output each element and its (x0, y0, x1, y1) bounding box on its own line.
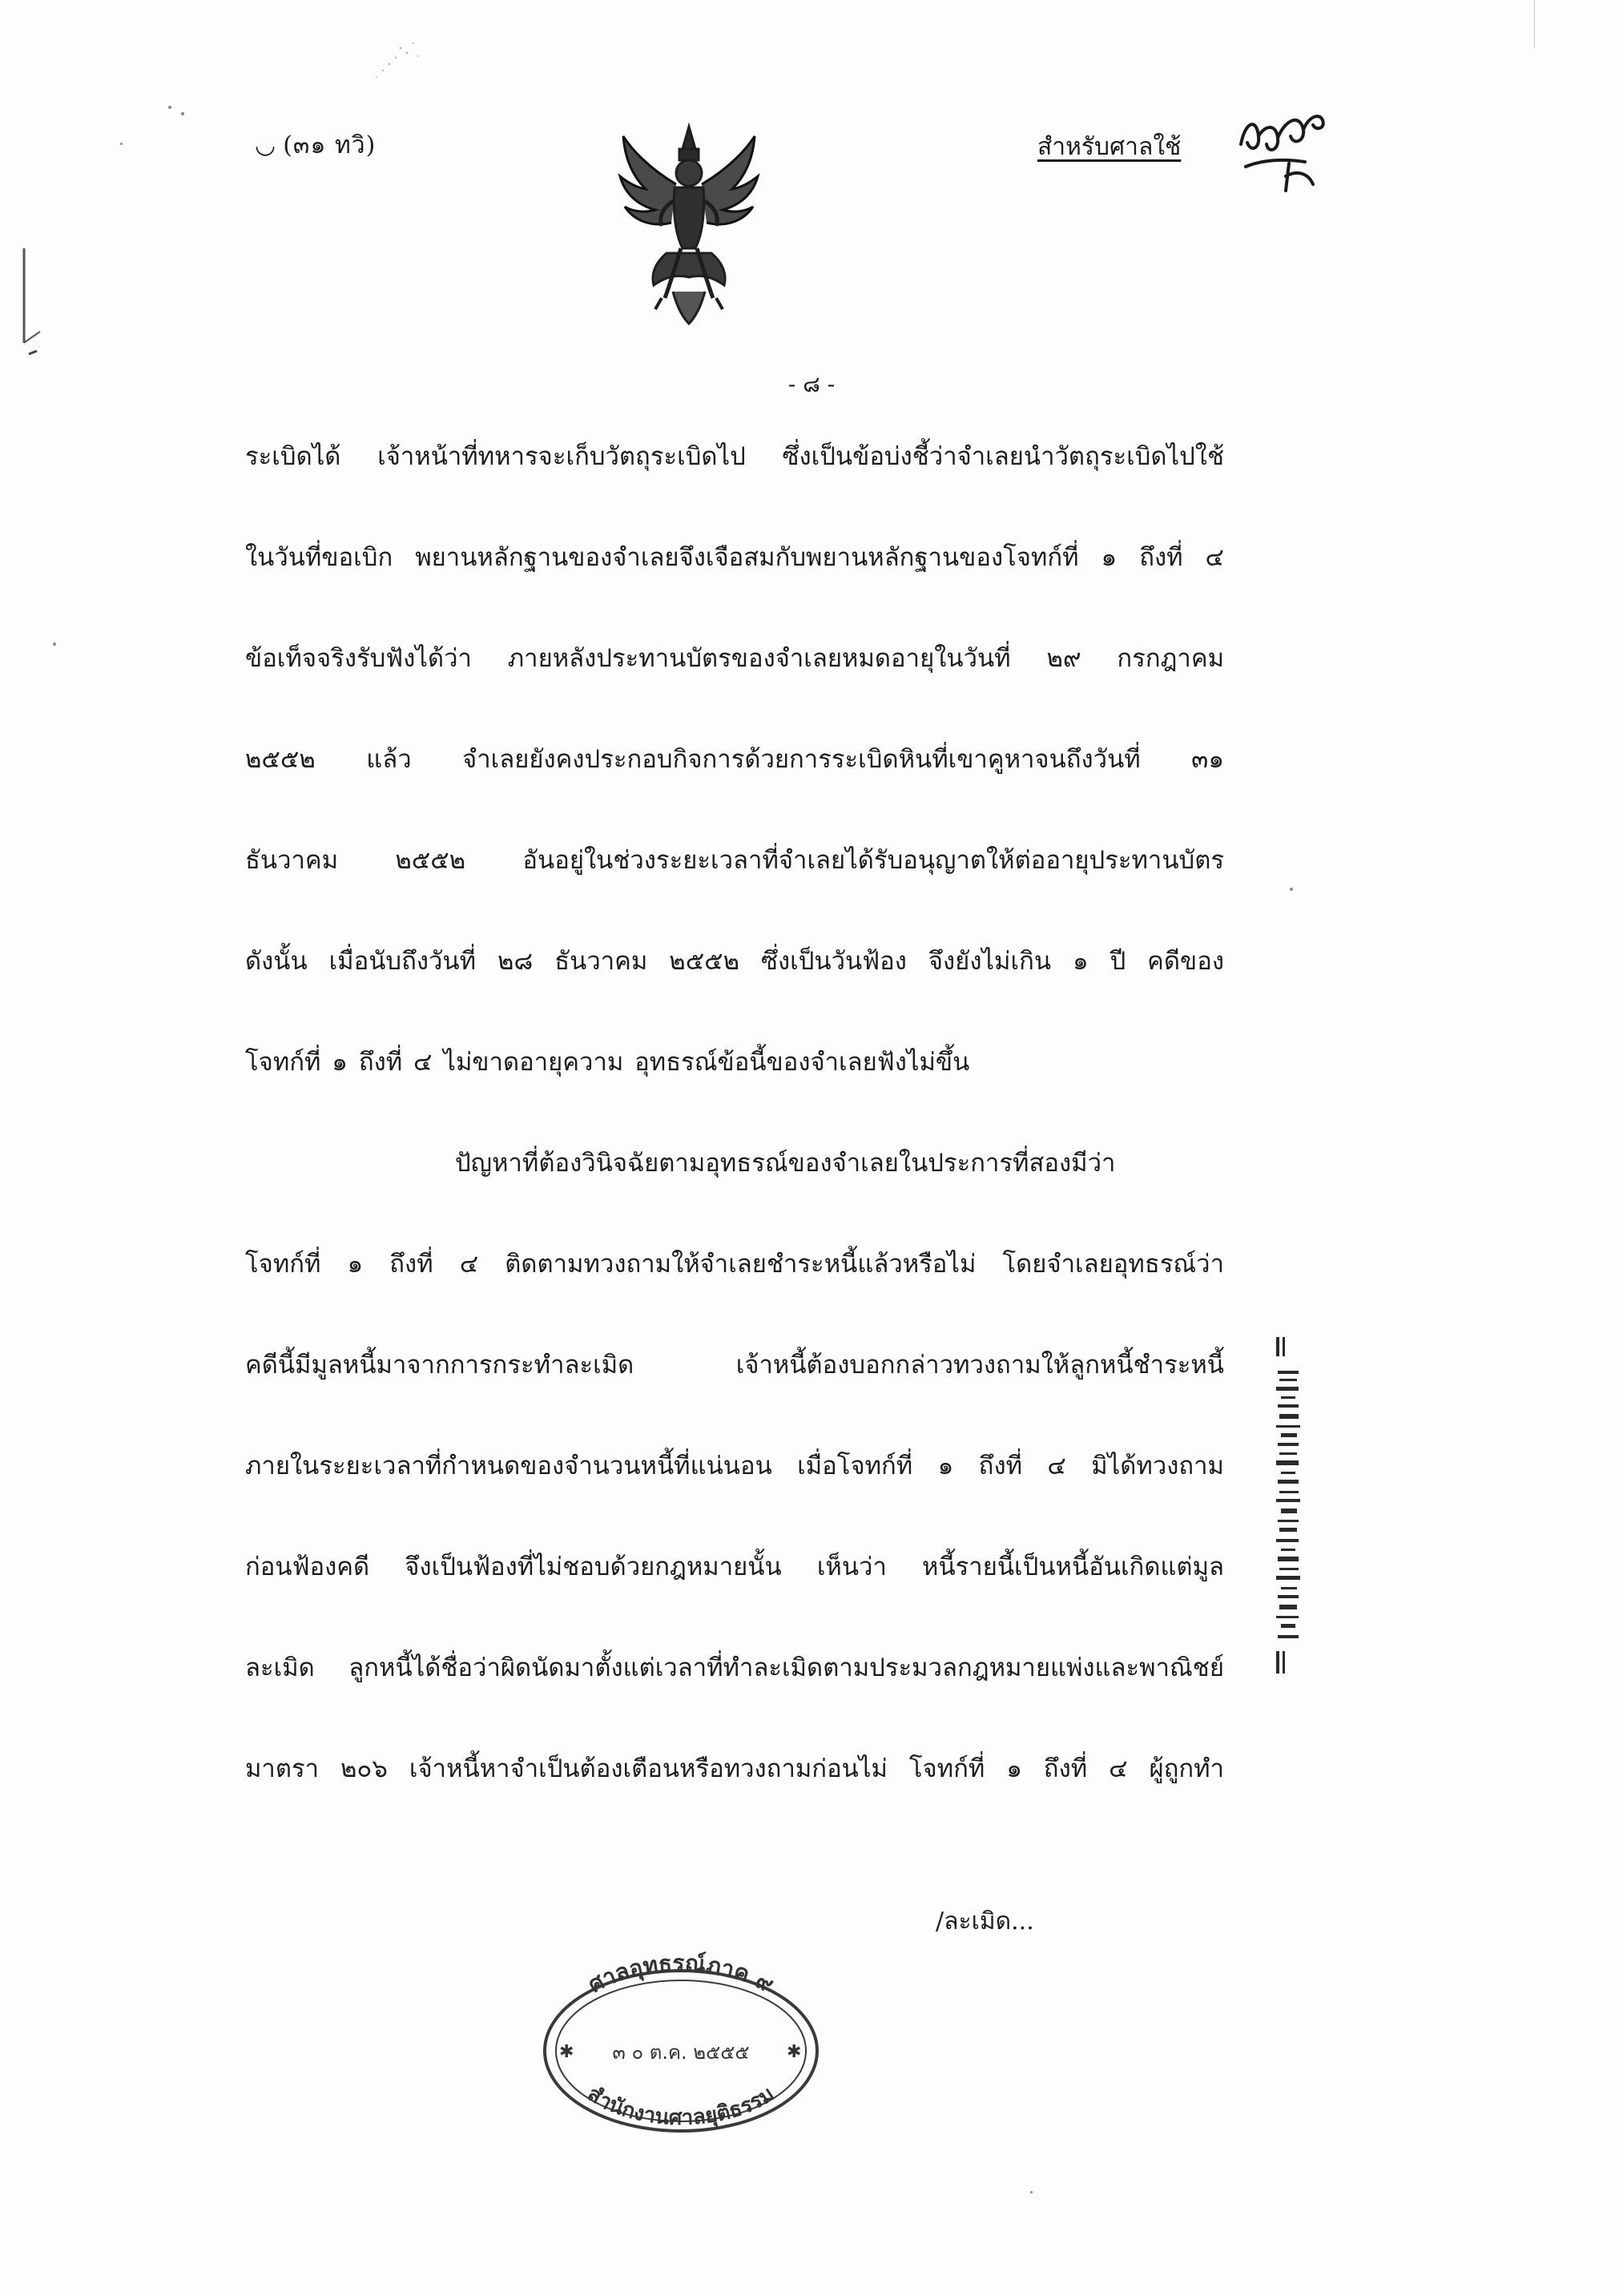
scan-speck (53, 642, 56, 646)
garuda-emblem-icon (609, 120, 769, 328)
body-line: ดังนั้น เมื่อนับถึงวันที่ ๒๘ ธันวาคม ๒๕๕๒ ซึ่งเป็นวันฟ้อง จึงยังไม่เกิน ๑ ปี คดีของ (245, 947, 1224, 976)
body-line: ในวันที่ขอเบิก พยานหลักฐานของจำเลยจึงเจือสมกับพยานหลักฐานของโจทก์ที่ ๑ ถึงที่ ๔ (245, 543, 1224, 572)
paragraph-start-line: ปัญหาที่ต้องวินิจฉัยตามอุทธรณ์ของจำเลยในประการที่สองมีว่า (455, 1149, 1116, 1178)
form-code-text: (๓๑ ทวิ) (283, 131, 377, 159)
form-code (255, 127, 376, 164)
scan-speck (168, 106, 171, 109)
scan-speck (120, 143, 123, 145)
left-margin-mark (19, 248, 51, 369)
side-barcode-stamp-icon (1270, 1334, 1310, 1678)
body-line: ก่อนฟ้องคดี จึงเป็นฟ้องที่ไม่ชอบด้วยกฎหมายนั้น เห็นว่า หนี้รายนี้เป็นหนี้อันเกิดแต่มูล (245, 1553, 1224, 1581)
stamp-star-icon: ✱ (559, 2042, 574, 2062)
scan-speck (181, 112, 184, 115)
body-line: ระเบิดได้ เจ้าหน้าที่ทหารจะเก็บวัตถุระเบิดไป ซึ่งเป็นข้อบ่งชี้ว่าจำเลยนำวัตถุระเบิดไปใช้ (245, 442, 1224, 471)
handwritten-initials-icon (1230, 96, 1342, 200)
stamp-top-text: ศาลอุทธรณ์ภาค ๙ (583, 1949, 779, 1999)
scan-speck (1030, 2191, 1033, 2193)
scan-edge-line (1534, 0, 1535, 48)
body-line: ภายในระยะเวลาที่กำหนดของจำนวนหนี้ที่แน่นอน เมื่อโจทก์ที่ ๑ ถึงที่ ๔ มิได้ทวงถาม (245, 1452, 1224, 1480)
continuation-text: /ละเมิด... (936, 1907, 1034, 1935)
svg-text:สำนักงานศาลยุติธรรม (583, 2082, 779, 2130)
corner-check-mark: ◡ (255, 131, 277, 159)
stamp-bottom-text: สำนักงานศาลยุติธรรม (582, 2081, 779, 2131)
body-line: โจทก์ที่ ๑ ถึงที่ ๔ ไม่ขาดอายุความ อุทธรณ์ข้อนี้ของจำเลยฟังไม่ขึ้น (245, 1048, 970, 1077)
body-line: ข้อเท็จจริงรับฟังได้ว่า ภายหลังประทานบัตรของจำเลยหมดอายุในวันที่ ๒๙ กรกฎาคม (245, 644, 1224, 673)
svg-text:ศาลอุทธรณ์ภาค ๙ (583, 1950, 778, 1998)
body-line: โจทก์ที่ ๑ ถึงที่ ๔ ติดตามทวงถามให้จำเลยชำระหนี้แล้วหรือไม่ โดยจำเลยอุทธรณ์ว่า (245, 1250, 1224, 1279)
court-use-label: สำหรับศาลใช้ (1037, 133, 1182, 161)
body-line: ธันวาคม ๒๕๕๒ อันอยู่ในช่วงระยะเวลาที่จำเลยได้รับอนุญาตให้ต่ออายุประทานบัตร (245, 846, 1224, 875)
body-line: ๒๕๕๒ แล้ว จำเลยยังคงประกอบกิจการด้วยการระเบิดหินที่เขาคูหาจนถึงวันที่ ๓๑ (245, 745, 1224, 774)
body-line: ละเมิด ลูกหนี้ได้ชื่อว่าผิดนัดมาตั้งแต่เวลาที่ทำละเมิดตามประมวลกฎหมายแพ่งและพาณิชย์ (245, 1654, 1224, 1682)
scan-speck (1290, 888, 1293, 891)
body-line: คดีนี้มีมูลหนี้มาจากการกระทำละเมิด เจ้าหนี้ต้องบอกกล่าวทวงถามให้ลูกหนี้ชำระหนี้ (245, 1351, 1224, 1380)
stamp-star-icon: ✱ (787, 2042, 802, 2062)
stamp-date-text: ๓ ๐ ต.ค. ๒๕๕๕ (612, 2041, 750, 2064)
document-body (245, 433, 1224, 1846)
scan-smudge (344, 32, 441, 96)
court-receipt-stamp (529, 1947, 833, 2139)
body-line: มาตรา ๒๐๖ เจ้าหนี้หาจำเป็นต้องเตือนหรือทวงถามก่อนไม่ โจทก์ที่ ๑ ถึงที่ ๔ ผู้ถูกทำ (245, 1754, 1224, 1783)
page-number: - ๘ - (787, 371, 836, 397)
